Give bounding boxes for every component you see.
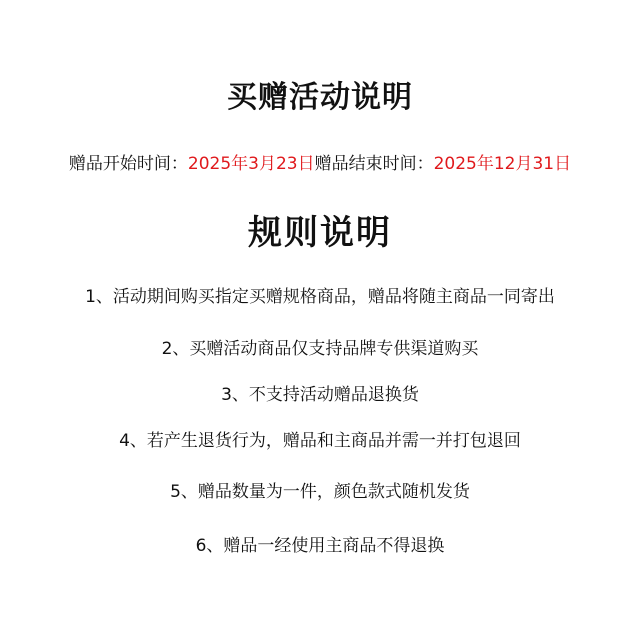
gift-period-line <box>0 150 640 178</box>
start-time-label: 赠品开始时间： <box>68 154 188 174</box>
rule-item-4: 4、若产生退货行为，赠品和主商品并需一并打包退回 <box>119 431 521 451</box>
end-time-label: 赠品结束时间： <box>314 154 434 174</box>
rules-heading: 规则说明 <box>248 213 392 253</box>
rule-item-2: 2、买赠活动商品仅支持品牌专供渠道购买 <box>161 339 479 359</box>
page-title: 买赠活动说明 <box>227 80 413 115</box>
rule-item-1: 1、活动期间购买指定买赠规格商品，赠品将随主商品一同寄出 <box>85 287 555 307</box>
start-time-value: 2025年3月23日 <box>187 154 315 174</box>
rule-item-3: 3、不支持活动赠品退换货 <box>221 385 419 405</box>
rule-item-5: 5、赠品数量为一件，颜色款式随机发货 <box>170 482 470 502</box>
rule-item-6: 6、赠品一经使用主商品不得退换 <box>195 536 445 556</box>
end-time-value: 2025年12月31日 <box>433 154 572 174</box>
